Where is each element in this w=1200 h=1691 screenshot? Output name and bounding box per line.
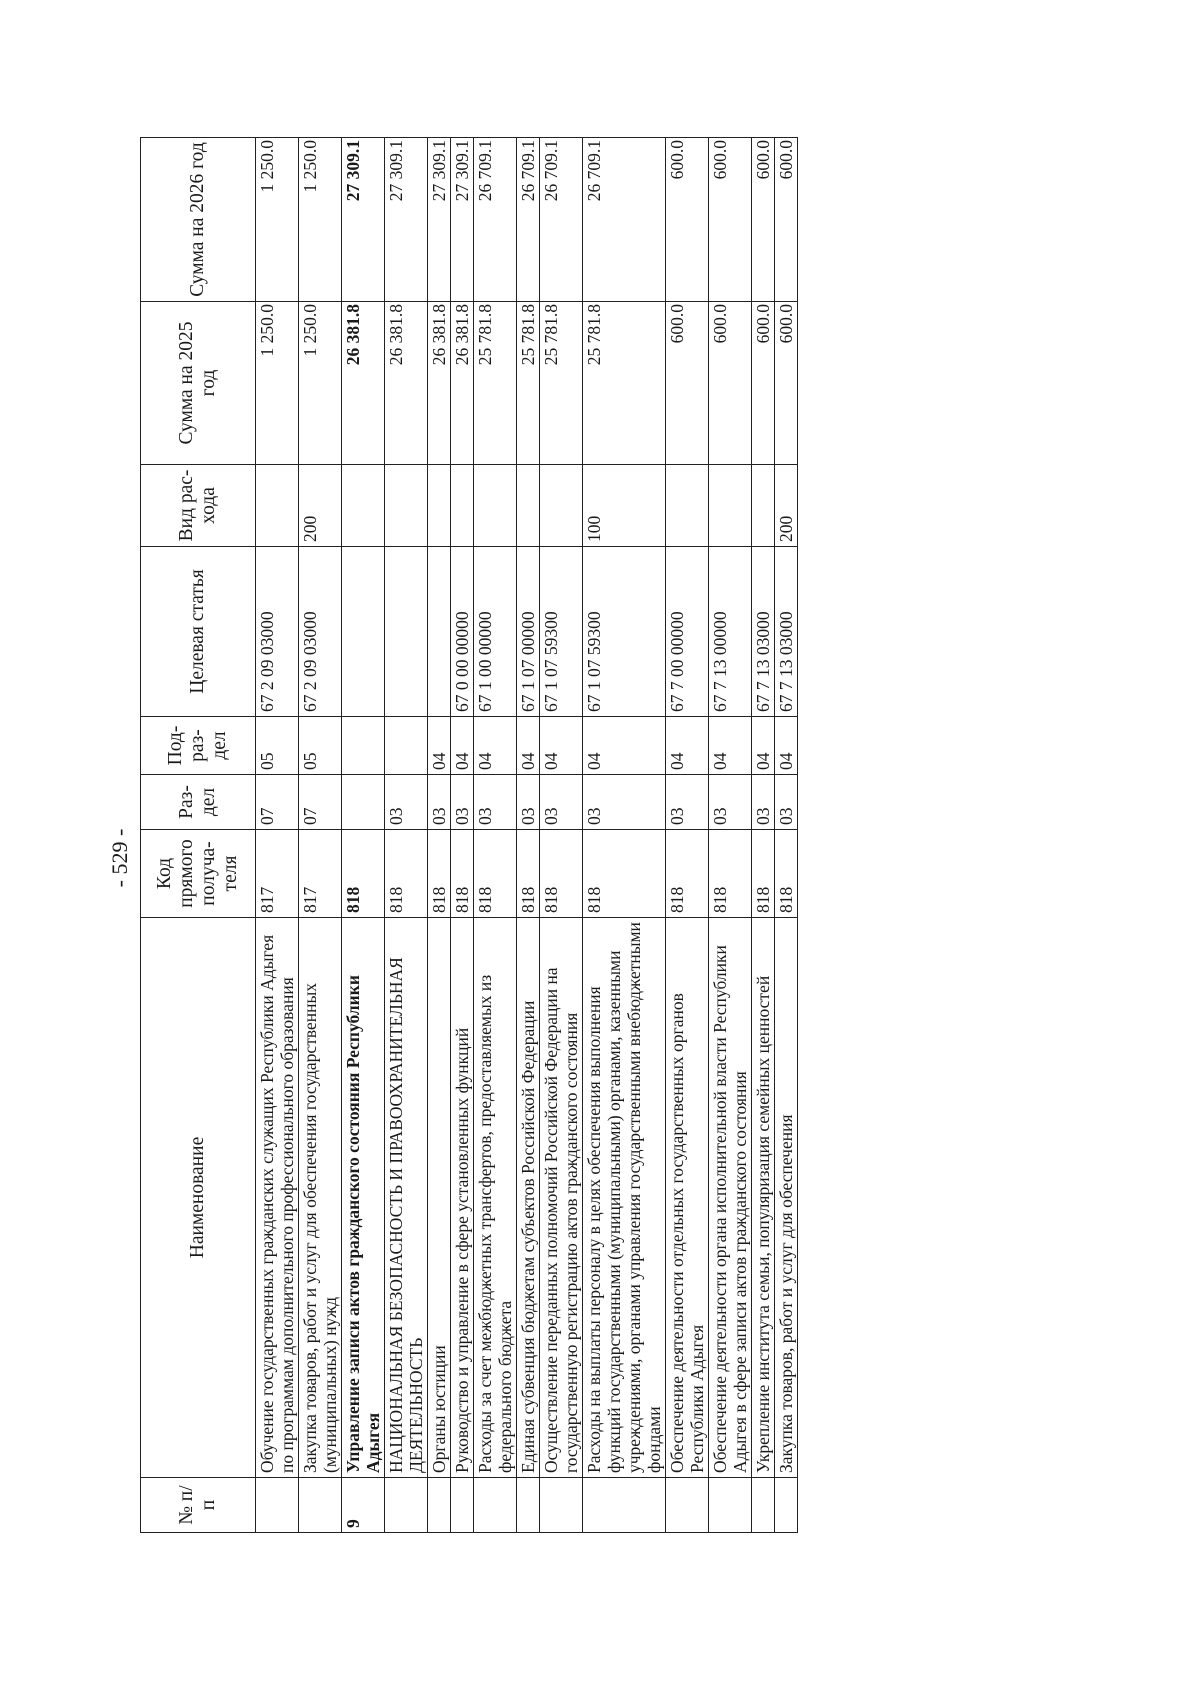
cell-celevaya	[428, 547, 451, 717]
cell-sum2025: 25 781.8	[474, 302, 517, 465]
header-vid: Вид рас-хода	[141, 465, 256, 547]
cell-vid	[752, 465, 775, 547]
cell-name: Управление записи актов гражданского состояния Республики Адыгея	[342, 918, 385, 1478]
header-celevaya: Целевая статья	[141, 547, 256, 717]
cell-sum2026: 600.0	[709, 138, 752, 302]
cell-sum2025: 25 781.8	[540, 302, 583, 465]
cell-vid	[517, 465, 540, 547]
cell-sum2025: 26 381.8	[451, 302, 474, 465]
cell-vid	[540, 465, 583, 547]
cell-sum2026: 26 709.1	[540, 138, 583, 302]
cell-sum2025: 25 781.8	[517, 302, 540, 465]
cell-celevaya: 67 7 13 03000	[775, 547, 798, 717]
cell-name: Укрепление института семьи, популяризация семейных ценностей	[752, 918, 775, 1478]
cell-num: 9	[342, 1478, 385, 1533]
cell-name: Закупка товаров, работ и услуг для обеспечения	[775, 918, 798, 1478]
cell-razdel: 03	[666, 775, 709, 830]
cell-podrazdel: 04	[517, 717, 540, 775]
cell-razdel: 03	[451, 775, 474, 830]
cell-sum2026: 600.0	[666, 138, 709, 302]
cell-razdel: 03	[775, 775, 798, 830]
cell-vid	[666, 465, 709, 547]
table-row	[451, 138, 474, 1533]
page-number: - 529 -	[107, 828, 132, 888]
table-row	[775, 138, 798, 1533]
table-row	[540, 138, 583, 1533]
header-row	[141, 138, 256, 1533]
cell-kod: 818	[709, 830, 752, 918]
cell-num	[474, 1478, 517, 1533]
cell-celevaya: 67 2 09 03000	[256, 547, 299, 717]
cell-num	[517, 1478, 540, 1533]
cell-num	[299, 1478, 342, 1533]
cell-sum2025: 1 250.0	[299, 302, 342, 465]
cell-celevaya: 67 1 00 00000	[474, 547, 517, 717]
cell-podrazdel: 04	[666, 717, 709, 775]
table-body	[256, 138, 798, 1533]
cell-num	[775, 1478, 798, 1533]
cell-podrazdel: 04	[540, 717, 583, 775]
cell-kod: 817	[256, 830, 299, 918]
table-row	[752, 138, 775, 1533]
rotated-table-container	[140, 138, 995, 1533]
cell-celevaya: 67 7 00 00000	[666, 547, 709, 717]
cell-name: Органы юстиции	[428, 918, 451, 1478]
cell-name: Обеспечение деятельности органа исполнительной власти Республики Адыгея в сфере записи актов гражданского состояния	[709, 918, 752, 1478]
table-row	[385, 138, 428, 1533]
cell-sum2025: 26 381.8	[428, 302, 451, 465]
cell-vid	[474, 465, 517, 547]
cell-vid	[342, 465, 385, 547]
header-sum2026: Сумма на 2026 год	[141, 138, 256, 302]
cell-vid: 100	[583, 465, 666, 547]
cell-sum2026: 600.0	[775, 138, 798, 302]
cell-kod: 817	[299, 830, 342, 918]
cell-name: Обучение государственных гражданских служащих Республики Адыгея по программам дополнительного профессионального образования	[256, 918, 299, 1478]
cell-kod: 818	[385, 830, 428, 918]
cell-sum2025: 26 381.8	[342, 302, 385, 465]
table-row	[342, 138, 385, 1533]
cell-num	[583, 1478, 666, 1533]
cell-celevaya	[385, 547, 428, 717]
cell-name: Расходы на выплаты персоналу в целях обеспечения выполнения функций государственными (муниципальными) органами, казенными учреждениями, органами управления государственными внебюджетными фондами	[583, 918, 666, 1478]
cell-podrazdel: 04	[775, 717, 798, 775]
cell-celevaya: 67 0 00 00000	[451, 547, 474, 717]
cell-sum2026: 27 309.1	[342, 138, 385, 302]
cell-kod: 818	[666, 830, 709, 918]
cell-razdel: 03	[517, 775, 540, 830]
cell-celevaya: 67 1 07 59300	[540, 547, 583, 717]
cell-sum2026: 26 709.1	[517, 138, 540, 302]
cell-vid: 200	[775, 465, 798, 547]
cell-razdel: 03	[583, 775, 666, 830]
cell-podrazdel: 04	[709, 717, 752, 775]
cell-kod: 818	[775, 830, 798, 918]
cell-kod: 818	[540, 830, 583, 918]
cell-vid	[709, 465, 752, 547]
cell-celevaya: 67 1 07 00000	[517, 547, 540, 717]
cell-num	[428, 1478, 451, 1533]
cell-sum2025: 600.0	[666, 302, 709, 465]
cell-sum2025: 600.0	[775, 302, 798, 465]
cell-num	[451, 1478, 474, 1533]
cell-name: Руководство и управление в сфере установленных функций	[451, 918, 474, 1478]
cell-kod: 818	[752, 830, 775, 918]
cell-razdel: 07	[299, 775, 342, 830]
cell-sum2026: 1 250.0	[256, 138, 299, 302]
cell-razdel: 03	[540, 775, 583, 830]
table-row	[256, 138, 299, 1533]
cell-num	[666, 1478, 709, 1533]
cell-kod: 818	[342, 830, 385, 918]
cell-num	[385, 1478, 428, 1533]
cell-name: Расходы за счет межбюджетных трансфертов, предоставляемых из федерального бюджета	[474, 918, 517, 1478]
cell-name: Осуществление переданных полномочий Российской Федерации на государственную регистрацию актов гражданского состояния	[540, 918, 583, 1478]
cell-sum2025: 25 781.8	[583, 302, 666, 465]
cell-vid: 200	[299, 465, 342, 547]
cell-razdel: 03	[709, 775, 752, 830]
cell-razdel: 03	[428, 775, 451, 830]
cell-sum2026: 26 709.1	[474, 138, 517, 302]
cell-vid	[256, 465, 299, 547]
cell-sum2026: 27 309.1	[451, 138, 474, 302]
table-row	[299, 138, 342, 1533]
header-razdel: Раз-дел	[141, 775, 256, 830]
cell-num	[752, 1478, 775, 1533]
budget-table	[140, 137, 798, 1533]
cell-name: Обеспечение деятельности отдельных государственных органов Республики Адыгея	[666, 918, 709, 1478]
cell-kod: 818	[451, 830, 474, 918]
cell-kod: 818	[474, 830, 517, 918]
table-row	[428, 138, 451, 1533]
cell-podrazdel: 05	[299, 717, 342, 775]
cell-sum2025: 600.0	[709, 302, 752, 465]
header-podrazdel: Под-раз-дел	[141, 717, 256, 775]
cell-vid	[451, 465, 474, 547]
cell-celevaya	[342, 547, 385, 717]
cell-razdel: 03	[474, 775, 517, 830]
cell-razdel: 03	[752, 775, 775, 830]
header-sum2025: Сумма на 2025 год	[141, 302, 256, 465]
cell-podrazdel	[342, 717, 385, 775]
table-row	[666, 138, 709, 1533]
cell-num	[709, 1478, 752, 1533]
table-row	[709, 138, 752, 1533]
cell-sum2026: 26 709.1	[583, 138, 666, 302]
cell-kod: 818	[517, 830, 540, 918]
cell-podrazdel: 04	[474, 717, 517, 775]
cell-celevaya: 67 7 13 00000	[709, 547, 752, 717]
cell-kod: 818	[428, 830, 451, 918]
cell-sum2025: 26 381.8	[385, 302, 428, 465]
header-kod: Код прямого получа-теля	[141, 830, 256, 918]
cell-celevaya: 67 7 13 03000	[752, 547, 775, 717]
cell-celevaya: 67 2 09 03000	[299, 547, 342, 717]
header-num: № п/п	[141, 1478, 256, 1533]
cell-sum2026: 27 309.1	[428, 138, 451, 302]
cell-podrazdel	[385, 717, 428, 775]
cell-sum2025: 1 250.0	[256, 302, 299, 465]
table-row	[474, 138, 517, 1533]
cell-razdel: 03	[385, 775, 428, 830]
cell-vid	[385, 465, 428, 547]
table-row	[583, 138, 666, 1533]
cell-sum2026: 600.0	[752, 138, 775, 302]
cell-sum2026: 1 250.0	[299, 138, 342, 302]
cell-razdel	[342, 775, 385, 830]
cell-podrazdel: 04	[451, 717, 474, 775]
header-name: Наименование	[141, 918, 256, 1478]
cell-sum2026: 27 309.1	[385, 138, 428, 302]
cell-celevaya: 67 1 07 59300	[583, 547, 666, 717]
cell-kod: 818	[583, 830, 666, 918]
cell-razdel: 07	[256, 775, 299, 830]
cell-vid	[428, 465, 451, 547]
table-row	[517, 138, 540, 1533]
cell-name: Закупка товаров, работ и услуг для обеспечения государственных (муниципальных) нужд	[299, 918, 342, 1478]
cell-podrazdel: 04	[752, 717, 775, 775]
cell-podrazdel: 04	[583, 717, 666, 775]
cell-sum2025: 600.0	[752, 302, 775, 465]
cell-podrazdel: 05	[256, 717, 299, 775]
cell-name: НАЦИОНАЛЬНАЯ БЕЗОПАСНОСТЬ И ПРАВООХРАНИТЕЛЬНАЯ ДЕЯТЕЛЬНОСТЬ	[385, 918, 428, 1478]
cell-num	[540, 1478, 583, 1533]
cell-podrazdel: 04	[428, 717, 451, 775]
cell-num	[256, 1478, 299, 1533]
cell-name: Единая субвенция бюджетам субъектов Российской Федерации	[517, 918, 540, 1478]
